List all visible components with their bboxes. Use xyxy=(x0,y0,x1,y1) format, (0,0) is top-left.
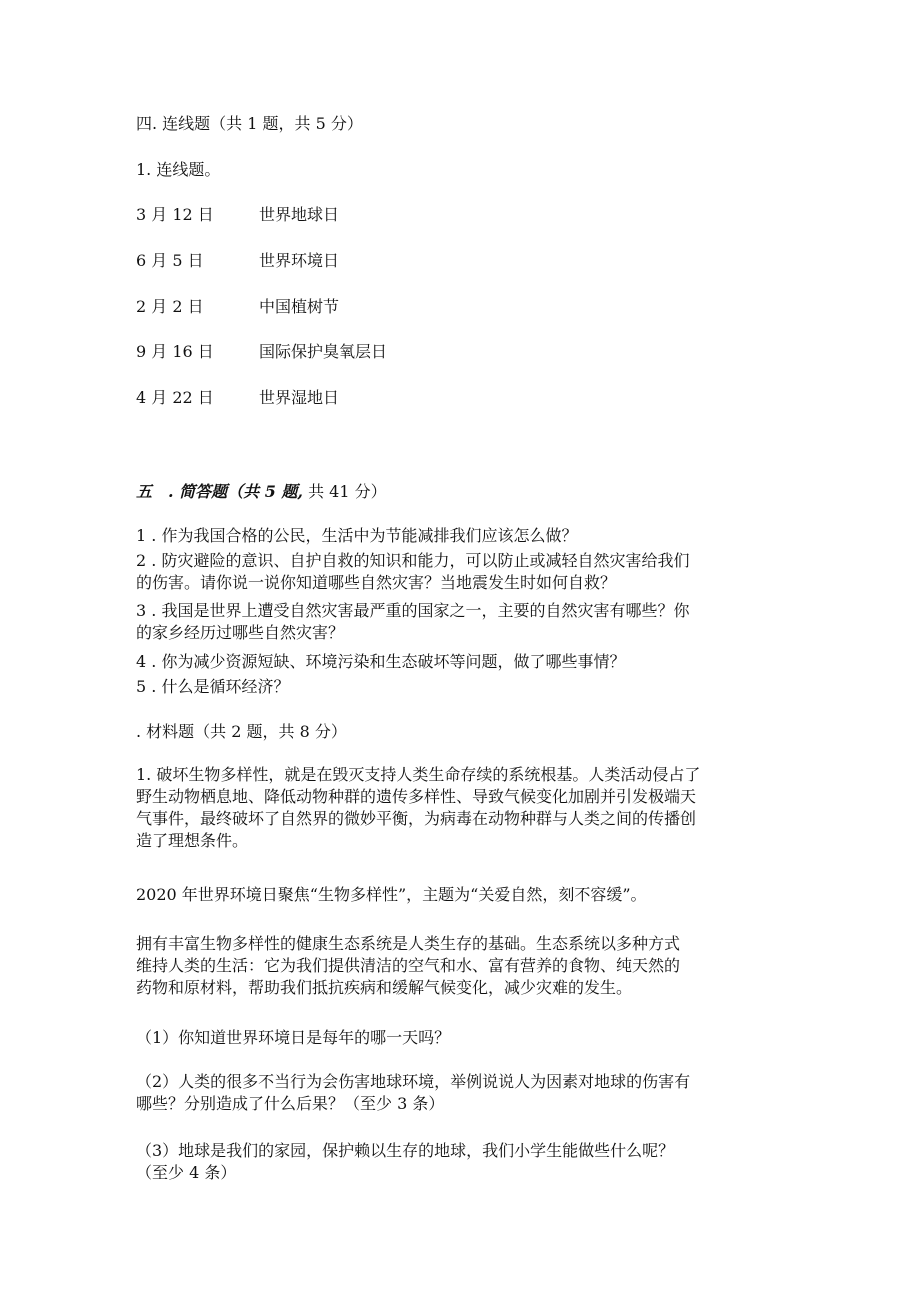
section-5-heading-bold: 五 . 简答题（共 5 题, xyxy=(136,482,303,501)
short-answer-question-3: 3 . 我国是世界上遭受自然灾害最严重的国家之一，主要的自然灾害有哪些？你 的家乡经历过哪些自然灾害？ xyxy=(136,601,690,642)
material-subquestion-2: （2）人类的很多不当行为会伤害地球环境，举例说说人为因素对地球的伤害有 哪些？分别造成了什么后果？（至少 3 条） xyxy=(136,1072,691,1113)
match-event-1: 世界地球日 xyxy=(259,205,340,224)
match-date-2: 6 月 5 日 xyxy=(136,251,204,270)
match-event-2: 世界环境日 xyxy=(259,251,340,270)
match-event-3: 中国植树节 xyxy=(259,297,340,316)
match-event-4: 国际保护臭氧层日 xyxy=(259,342,388,361)
match-event-5: 世界湿地日 xyxy=(259,388,340,407)
material-paragraph-3: 拥有丰富生物多样性的健康生态系统是人类生存的基础。生态系统以多种方式 维持人类的生活：它为我们提供清洁的空气和水、富有营养的食物、纯天然的 药物和原材料，帮助我们抵抗疾病和缓解气候变化，减少灾难的发生。 xyxy=(136,934,681,997)
material-paragraph-2: 2020 年世界环境日聚焦“生物多样性”，主题为“关爱自然，刻不容缓”。 xyxy=(136,885,647,904)
section-4-heading: 四. 连线题（共 1 题，共 5 分） xyxy=(136,114,363,133)
section-4-question-1: 1. 连线题。 xyxy=(136,160,221,179)
section-5-heading xyxy=(136,482,387,502)
section-5-heading-score: 共 41 分） xyxy=(303,482,387,501)
material-subquestion-1: （1）你知道世界环境日是每年的哪一天吗？ xyxy=(136,1028,451,1047)
material-paragraph-1: 1. 破坏生物多样性，就是在毁灭支持人类生命存续的系统根基。人类活动侵占了 野生动物栖息地、降低动物种群的遗传多样性、导致气候变化加剧并引发极端天 气事件，最终破坏了自然界的微妙平衡，为病毒在动物种群与人类之间的传播创 造了理想条件。 xyxy=(136,765,701,850)
short-answer-question-4: 4 . 你为减少资源短缺、环境污染和生态破坏等问题，做了哪些事情？ xyxy=(136,652,626,671)
short-answer-question-1: 1 . 作为我国合格的公民，生活中为节能减排我们应该怎么做？ xyxy=(136,526,578,545)
match-date-5: 4 月 22 日 xyxy=(136,388,214,407)
material-section-heading: . 材料题（共 2 题，共 8 分） xyxy=(136,722,347,741)
match-date-4: 9 月 16 日 xyxy=(136,342,214,361)
match-date-3: 2 月 2 日 xyxy=(136,297,204,316)
short-answer-question-2: 2 . 防灾避险的意识、自护自救的知识和能力，可以防止或减轻自然灾害给我们 的伤害。请你说一说你知道哪些自然灾害？当地震发生时如何自救？ xyxy=(136,551,690,592)
short-answer-question-5: 5 . 什么是循环经济？ xyxy=(136,677,290,696)
material-subquestion-3: （3）地球是我们的家园，保护赖以生存的地球，我们小学生能做些什么呢？ （至少 4 条） xyxy=(136,1141,675,1182)
match-date-1: 3 月 12 日 xyxy=(136,205,214,224)
